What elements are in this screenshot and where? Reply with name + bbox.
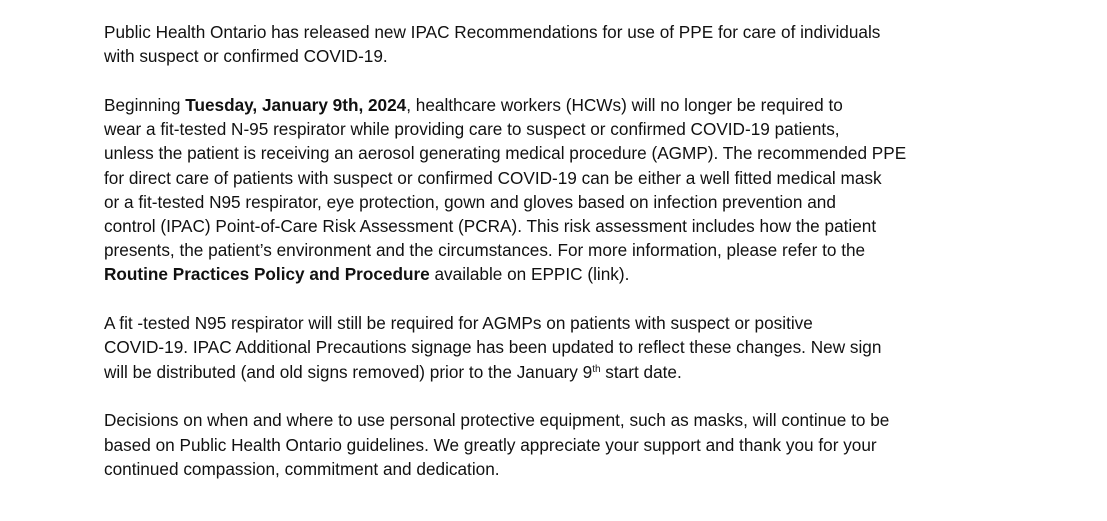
text-run: will be distributed (and old signs removed) prior to the January 9 bbox=[104, 361, 593, 382]
paragraph-agmp-requirement bbox=[104, 311, 1064, 384]
effective-date: Tuesday, January 9th, 2024 bbox=[185, 95, 407, 115]
paragraph-closing bbox=[104, 408, 1064, 481]
text-line: COVID-19. IPAC Additional Precautions signage has been updated to reflect these changes. New sign bbox=[104, 337, 882, 358]
text-line: continued compassion, commitment and dedication. bbox=[104, 458, 500, 479]
paragraph-ppe-change bbox=[104, 93, 1064, 287]
text-line bbox=[104, 262, 1064, 286]
text-line: or a fit-tested N95 respirator, eye protection, gown and gloves based on infection prevention and bbox=[104, 191, 836, 212]
text-line: Decisions on when and where to use personal protective equipment, such as masks, will continue to be bbox=[104, 410, 890, 431]
text-line: with suspect or confirmed COVID-19. bbox=[104, 46, 388, 67]
text-line: unless the patient is receiving an aerosol generating medical procedure (AGMP). The recommended PPE bbox=[104, 143, 907, 164]
text-line: wear a fit-tested N-95 respirator while providing care to suspect or confirmed COVID-19 patients, bbox=[104, 119, 840, 140]
text-line: presents, the patient’s environment and the circumstances. For more information, please refer to the bbox=[104, 240, 866, 261]
paragraph-announcement bbox=[104, 20, 1064, 68]
text-line: based on Public Health Ontario guidelines. We greatly appreciate your support and thank you for your bbox=[104, 434, 877, 455]
memo-document bbox=[104, 20, 1064, 506]
ordinal-suffix: th bbox=[592, 363, 601, 375]
policy-title: Routine Practices Policy and Procedure bbox=[104, 264, 430, 285]
text-line bbox=[104, 360, 1064, 384]
text-run: available on EPPIC (link). bbox=[429, 264, 630, 285]
text-run: start date. bbox=[600, 361, 682, 382]
text-run: Beginning bbox=[104, 95, 186, 115]
text-line: control (IPAC) Point-of-Care Risk Assessment (PCRA). This risk assessment includes how the patient bbox=[104, 216, 877, 237]
text-line: A fit -tested N95 respirator will still be required for AGMPs on patients with suspect or positive bbox=[104, 313, 813, 334]
text-line bbox=[104, 93, 1064, 117]
text-line: for direct care of patients with suspect or confirmed COVID-19 can be either a well fitted medical mask bbox=[104, 167, 882, 188]
text-line: Public Health Ontario has released new IPAC Recommendations for use of PPE for care of individuals bbox=[104, 22, 881, 42]
text-run: , healthcare workers (HCWs) will no longer be required to bbox=[406, 95, 843, 115]
